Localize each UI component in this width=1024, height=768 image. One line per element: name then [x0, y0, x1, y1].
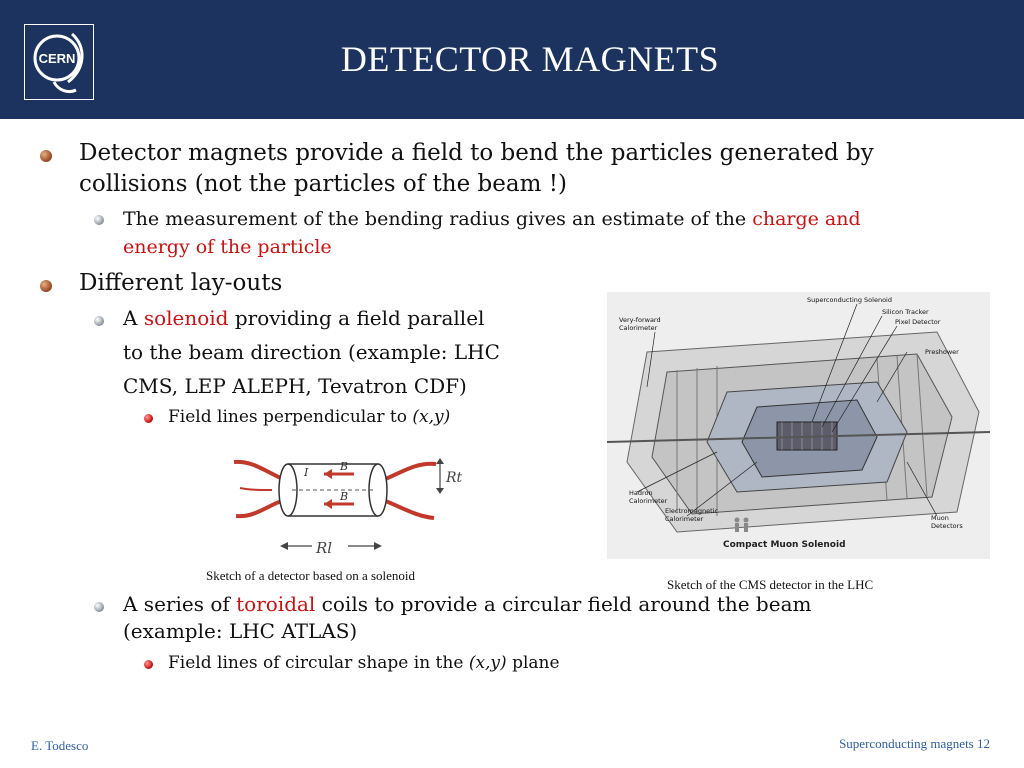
bullet-2-text: Different lay-outs: [79, 270, 283, 296]
label-preshower: Preshower: [925, 348, 959, 356]
footer-author: E. Todesco: [31, 738, 89, 753]
toroid-line-2: (example: LHC ATLAS): [123, 619, 358, 643]
bullet-icon: [40, 280, 52, 292]
toroid-keyword: toroidal: [236, 592, 316, 616]
label-pixel-detector: Pixel Detector: [895, 318, 941, 326]
solenoid-line-1: [123, 301, 593, 335]
cern-logo: [24, 24, 94, 100]
toroid-sub-end: plane: [506, 653, 560, 673]
sub-sub-bullet-icon: [144, 660, 153, 669]
toroid-line-1: [123, 591, 1003, 618]
cms-detector-image: [607, 292, 990, 559]
cms-caption: Sketch of the CMS detector in the LHC: [667, 577, 874, 592]
label-em-2: Calorimeter: [665, 515, 704, 523]
bullet-1-sub-text: [123, 205, 1003, 261]
field-line: [240, 488, 272, 490]
label-muon-2: Detectors: [931, 522, 963, 530]
solenoid-sub-text: [168, 405, 450, 429]
solenoid-line-3: CMS, LEP ALEPH, Tevatron CDF): [123, 374, 467, 398]
toroid-sub-text: [168, 651, 560, 675]
label-hadron-2: Calorimeter: [629, 497, 668, 505]
toroid-rest: coils to provide a circular field around the beam: [315, 592, 812, 616]
label-radius-longitudinal: Rl: [316, 539, 333, 557]
toroid-sub-plain: Field lines of circular shape in the: [168, 653, 469, 673]
label-hadron-1: Hadron: [629, 489, 653, 497]
footer-page-info: Superconducting magnets 12: [839, 736, 990, 751]
solenoid-text: [123, 301, 593, 403]
solenoid-sub-italic: (x,y): [412, 407, 451, 427]
solenoid-keyword: solenoid: [143, 306, 229, 330]
sub-bullet-icon: [94, 316, 104, 326]
label-muon-1: Muon: [931, 514, 949, 522]
label-very-forward-1: Very-forward: [619, 316, 661, 324]
bullet-1-line-2: collisions (not the particles of the beam !): [79, 171, 567, 197]
sub-sub-bullet-icon: [144, 414, 153, 423]
label-superconducting-solenoid: Superconducting Solenoid: [807, 296, 892, 304]
label-em-1: Electromagnetic: [665, 507, 719, 515]
toroid-text: [123, 591, 1003, 645]
bullet-icon: [40, 150, 52, 162]
solenoid-line-2: to the beam direction (example: LHC: [123, 340, 500, 364]
label-cms-title: Compact Muon Solenoid: [723, 540, 846, 550]
bullet-1-sub-plain: The measurement of the bending radius gives an estimate of the: [123, 208, 753, 230]
bullet-1-text: [79, 138, 979, 200]
sub-bullet-icon: [94, 215, 104, 225]
solenoid-prefix: A: [123, 306, 144, 330]
bullet-1-line-1: Detector magnets provide a field to bend the particles generated by: [79, 140, 874, 166]
page-title: DETECTOR MAGNETS: [340, 39, 720, 79]
bullet-1-sub-red-2: energy of the particle: [123, 236, 332, 258]
cern-logo-text: CERN: [38, 51, 76, 66]
toroid-sub-italic: (x,y): [468, 653, 507, 673]
solenoid-rest: providing a field parallel: [228, 306, 485, 330]
label-current: I: [304, 466, 309, 479]
label-b-bottom: B: [340, 490, 349, 503]
solenoid-sketch: [228, 452, 468, 564]
sub-bullet-icon: [94, 602, 104, 612]
label-b-top: B: [340, 460, 349, 473]
slide-header: [0, 0, 1024, 119]
toroid-prefix: A series of: [123, 592, 237, 616]
bullet-1-sub-red-1: charge and: [752, 208, 861, 230]
label-silicon-tracker: Silicon Tracker: [882, 308, 929, 316]
solenoid-caption: Sketch of a detector based on a solenoid: [206, 568, 416, 583]
label-very-forward-2: Calorimeter: [619, 324, 658, 332]
label-radius-transverse: Rt: [446, 470, 463, 486]
solenoid-sub-plain: Field lines perpendicular to: [168, 407, 413, 427]
